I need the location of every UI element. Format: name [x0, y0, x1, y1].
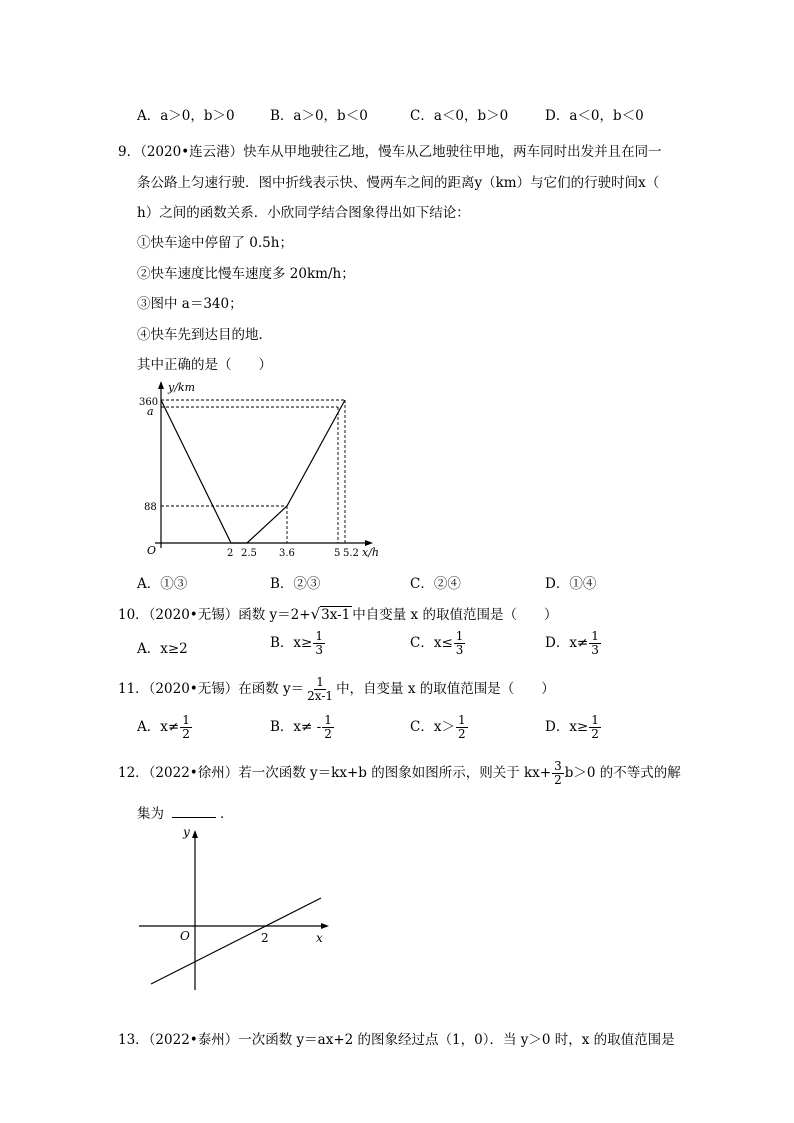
q12-graph	[135, 822, 345, 992]
q12-x-arrow	[321, 923, 329, 929]
q8-option-c: C．a＜0，b＞0	[410, 108, 509, 124]
q10-option-b: B．x≥ $\frac{1}{3}$	[270, 629, 323, 657]
q9-conclusion-2: ②快车速度比慢车速度多 20km/h；	[137, 266, 355, 282]
q9-option-b: B．②③	[270, 576, 321, 592]
q12-x-tick-2: 2	[261, 931, 269, 945]
q12-line2: 集为 ．	[137, 806, 234, 822]
q9-x-tick-36: 3.6	[279, 548, 295, 559]
q10-option-c: C．x≤ $\frac{1}{3}$	[410, 629, 464, 657]
q12-function-line	[151, 898, 321, 984]
q9-graph	[135, 378, 395, 563]
q9-y-label: y/km	[168, 381, 196, 394]
q9-line1: 9．（2020•连云港）快车从甲地驶往乙地，慢车从乙地驶往甲地，两车同时出发并且在同一	[118, 144, 662, 160]
q12-answer-blank[interactable]	[172, 805, 216, 818]
q9-x-tick-5: 5	[334, 548, 341, 559]
q9-y-tick-360: 360	[139, 397, 159, 408]
q10-stem: 10．（2020•无锡）函数 y＝2+√3x-1 中自变量 x 的取值范围是（ ）	[118, 605, 558, 623]
q8-option-d: D．a＜0，b＜0	[545, 108, 644, 124]
q12-stem: 12．（2022•徐州）若一次函数 y＝kx+b 的图象如图所示，则关于 kx+ $\frac{3}{2}$ b＞0 的不等式的解	[118, 759, 681, 787]
q9-prompt: 其中正确的是（ ）	[137, 357, 272, 373]
q9-y-arrow	[158, 381, 164, 389]
q12-x-label: x	[316, 931, 323, 945]
q10-radicand: 3x-1	[321, 607, 351, 623]
q9-x-tick-52: 5.2	[343, 548, 359, 559]
q13-stem: 13．（2022•泰州）一次函数 y＝ax+2 的图象经过点（1，0）．当 y＞0 时，x 的取值范围是	[118, 1032, 675, 1048]
q9-option-a: A．①③	[137, 576, 188, 592]
q9-line2: 条公路上匀速行驶．图中折线表示快、慢两车之间的距离y（km）与它们的行驶时间x（	[137, 175, 660, 191]
q9-x-label: x/h	[362, 546, 379, 559]
q9-option-d: D．①④	[545, 576, 597, 592]
q10-option-d: D．x≠ $\frac{1}{3}$	[545, 629, 599, 657]
q9-option-c: C．②④	[410, 576, 461, 592]
q9-x-tick-2: 2	[227, 548, 234, 559]
q9-conclusion-3: ③图中 a＝340；	[137, 296, 243, 312]
q11-option-c: C．x＞ $\frac{1}{2}$	[410, 713, 466, 741]
q9-conclusion-1: ①快车途中停留了 0.5h；	[137, 235, 293, 251]
q11-option-b: B．x≠ - $\frac{1}{2}$	[270, 713, 332, 741]
q12-y-label: y	[183, 825, 190, 839]
q9-line3: h）之间的函数关系．小欣同学结合图象得出如下结论：	[137, 205, 470, 221]
q8-option-a: A．a＞0，b＞0	[137, 108, 235, 124]
q9-x-tick-25: 2.5	[241, 548, 257, 559]
q10-option-a: A．x≥2	[137, 641, 188, 657]
q9-y-tick-88: 88	[144, 502, 157, 513]
q12-y-arrow	[192, 830, 198, 838]
q9-distance-polyline	[161, 400, 345, 543]
q11-option-a: A．x≠ $\frac{1}{2}$	[137, 713, 190, 741]
q9-origin: O	[147, 544, 157, 557]
q8-option-b: B．a＞0，b＜0	[270, 108, 368, 124]
q9-conclusion-4: ④快车先到达目的地．	[137, 327, 272, 343]
q11-option-d: D．x≥ $\frac{1}{2}$	[545, 713, 599, 741]
q9-y-tick-a: a	[147, 405, 154, 418]
q11-stem: 11．（2020•无锡）在函数 y＝ $\frac{1}{2x-1}$ 中，自变量 x 的取值范围是（ ）	[118, 675, 555, 703]
q12-origin: O	[180, 929, 190, 943]
